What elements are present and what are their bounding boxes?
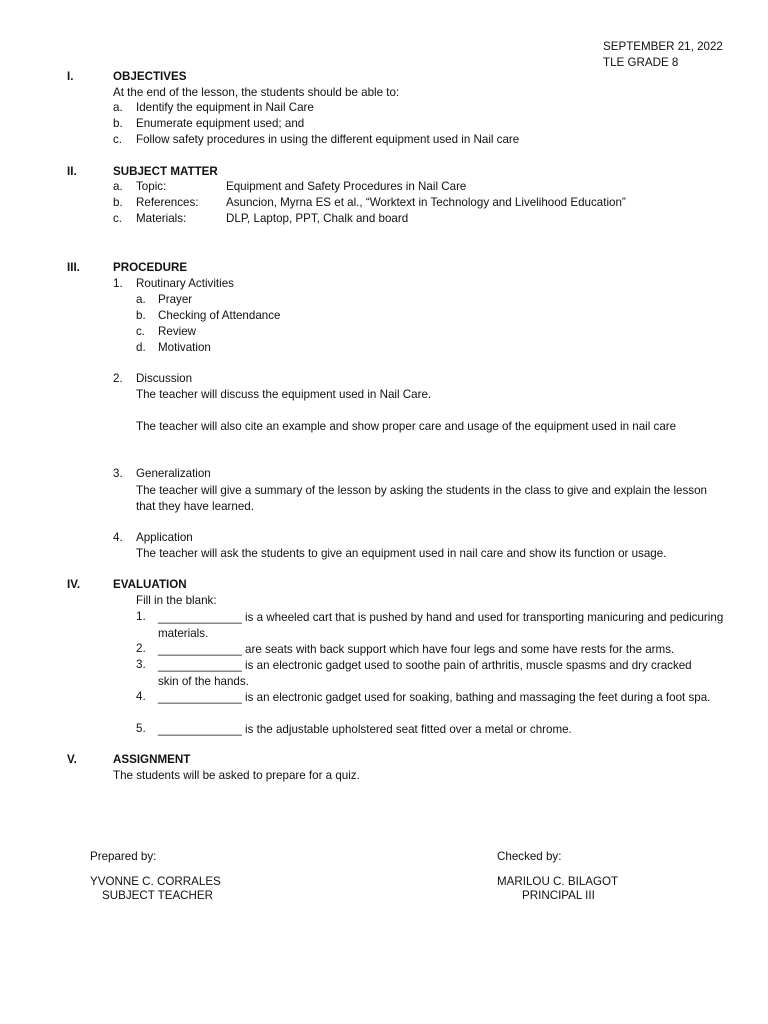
objectives-heading: OBJECTIVES	[113, 70, 187, 83]
evaluation-item: _____________ are seats with back support which have four legs and some have rests for the arms.	[158, 643, 675, 656]
subject-label: Materials:	[136, 212, 187, 225]
objective-letter: a.	[113, 101, 123, 114]
evaluation-numeral: IV.	[67, 578, 81, 591]
subject-value: DLP, Laptop, PPT, Chalk and board	[226, 212, 409, 225]
prepared-by-name: YVONNE C. CORRALES	[90, 875, 221, 888]
evaluation-item-num: 4.	[136, 690, 146, 703]
discussion-paragraph: The teacher will discuss the equipment used in Nail Care.	[136, 388, 432, 401]
routinary-letter: d.	[136, 341, 146, 354]
routinary-letter: c.	[136, 325, 146, 338]
application-num: 4.	[113, 531, 123, 544]
subject-label: References:	[136, 196, 199, 209]
routinary-item: Motivation	[158, 341, 211, 354]
evaluation-item-num: 2.	[136, 642, 146, 655]
evaluation-instruction: Fill in the blank:	[136, 594, 217, 607]
procedure-heading: PROCEDURE	[113, 261, 188, 274]
routinary-letter: a.	[136, 293, 146, 306]
evaluation-item: _____________ is the adjustable upholstered seat fitted over a metal or chrome.	[158, 723, 572, 736]
checked-by-title: PRINCIPAL III	[522, 889, 595, 902]
subject-label: Topic:	[136, 180, 167, 193]
objective-letter: b.	[113, 117, 123, 130]
objective-text: Enumerate equipment used; and	[136, 117, 305, 130]
discussion-paragraph: The teacher will also cite an example and show proper care and usage of the equipment used in nail care	[136, 420, 677, 433]
assignment-numeral: V.	[67, 753, 77, 766]
procedure-numeral: III.	[67, 261, 80, 274]
subject-letter: c.	[113, 212, 123, 225]
evaluation-heading: EVALUATION	[113, 578, 187, 591]
assignment-heading: ASSIGNMENT	[113, 753, 191, 766]
generalization-num: 3.	[113, 467, 123, 480]
objective-letter: c.	[113, 133, 123, 146]
subject-letter: a.	[113, 180, 123, 193]
generalization-paragraph: The teacher will give a summary of the lesson by asking the students in the class to give and explain the lesson that they have learned.	[136, 484, 707, 513]
routinary-num: 1.	[113, 277, 123, 290]
objectives-intro: At the end of the lesson, the students should be able to:	[113, 86, 400, 99]
objective-text: Identify the equipment in Nail Care	[136, 101, 314, 114]
evaluation-item: _____________ is an electronic gadget used for soaking, bathing and massaging the feet during a foot spa.	[158, 691, 711, 704]
discussion-title: Discussion	[136, 372, 193, 385]
routinary-title: Routinary Activities	[136, 277, 234, 290]
routinary-letter: b.	[136, 309, 146, 322]
prepared-by-label: Prepared by:	[90, 850, 157, 863]
discussion-num: 2.	[113, 372, 123, 385]
evaluation-item-num: 5.	[136, 722, 146, 735]
checked-by-name: MARILOU C. BILAGOT	[497, 875, 619, 888]
generalization-title: Generalization	[136, 467, 211, 480]
application-title: Application	[136, 531, 193, 544]
assignment-text: The students will be asked to prepare for a quiz.	[113, 769, 360, 782]
subject-value: Asuncion, Myrna ES et al., “Worktext in Technology and Livelihood Education”	[226, 196, 626, 209]
date: SEPTEMBER 21, 2022	[603, 40, 723, 53]
application-paragraph: The teacher will ask the students to give an equipment used in nail care and show its function or usage.	[136, 547, 667, 560]
evaluation-item: _____________ is an electronic gadget used to soothe pain of arthritis, muscle spasms and dry cracked skin of the hands.	[158, 659, 692, 688]
evaluation-item-num: 1.	[136, 610, 146, 623]
grade-level: TLE GRADE 8	[603, 56, 679, 69]
subject-letter: b.	[113, 196, 123, 209]
subject-matter-numeral: II.	[67, 165, 77, 178]
prepared-by-title: SUBJECT TEACHER	[102, 889, 214, 902]
objectives-numeral: I.	[67, 70, 74, 83]
evaluation-item-num: 3.	[136, 658, 146, 671]
routinary-item: Review	[158, 325, 197, 338]
evaluation-item: _____________ is a wheeled cart that is pushed by hand and used for transporting manicuring and pedicuring materials.	[158, 611, 724, 640]
subject-value: Equipment and Safety Procedures in Nail Care	[226, 180, 467, 193]
objective-text: Follow safety procedures in using the different equipment used in Nail care	[136, 133, 520, 146]
routinary-item: Checking of Attendance	[158, 309, 281, 322]
checked-by-label: Checked by:	[497, 850, 562, 863]
routinary-item: Prayer	[158, 293, 193, 306]
subject-matter-heading: SUBJECT MATTER	[113, 165, 218, 178]
